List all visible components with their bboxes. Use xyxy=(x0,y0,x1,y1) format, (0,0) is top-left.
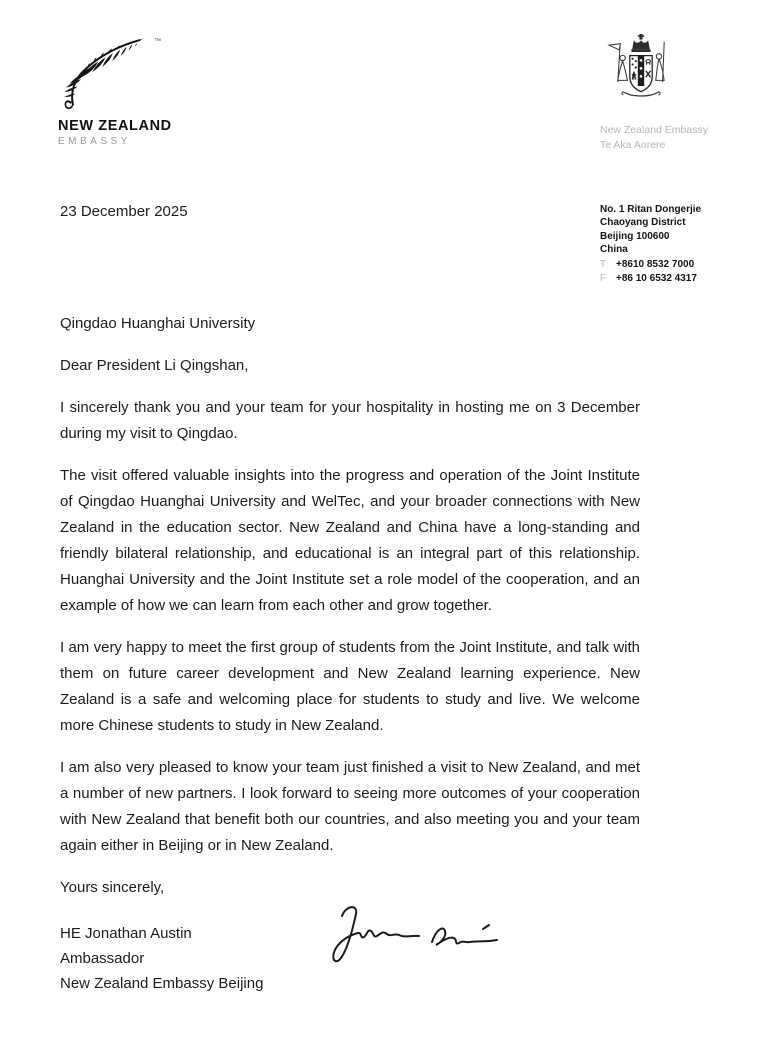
paragraph-4: I am also very pleased to know your team just finished a visit to New Zealand, and met a number of new partners. I look forward to seeing more outcomes of your cooperation with New Zealand that benefit both our countries, and also meeting you and your team again either in Beijing or in New Zealand. xyxy=(60,759,640,854)
embassy-logo xyxy=(58,36,228,147)
recipient: Qingdao Huanghai University xyxy=(60,315,256,332)
closing: Yours sincerely, xyxy=(60,879,165,896)
silver-fern-icon xyxy=(58,36,161,114)
handwritten-signature-image xyxy=(320,900,505,980)
brand-subtitle: EMBASSY xyxy=(58,136,131,147)
address-line: No. 1 Ritan Dongerjie xyxy=(600,204,702,215)
letter-date: 23 December 2025 xyxy=(60,203,188,220)
address-line: Beijing 100600 xyxy=(600,230,670,242)
crest-block xyxy=(600,34,740,153)
brand-name: NEW ZEALAND xyxy=(58,118,172,134)
signature-title: Ambassador xyxy=(60,950,145,967)
fax-label: F xyxy=(600,273,607,284)
address-line: China xyxy=(600,244,628,256)
phone-number: +8610 8532 7000 xyxy=(616,259,695,270)
letter-body xyxy=(60,295,640,996)
fax-line xyxy=(600,272,697,286)
address-line: Chaoyang District xyxy=(600,217,686,229)
trademark-symbol: ™ xyxy=(154,38,161,45)
paragraph-1: I sincerely thank you and your team for your hospitality in hosting me on 3 December during my visit to Qingdao. xyxy=(60,399,640,442)
fax-number: +86 10 6532 4317 xyxy=(616,273,697,284)
address-block xyxy=(600,203,701,257)
salutation: Dear President Li Qingshan, xyxy=(60,357,249,374)
phone-line xyxy=(600,258,697,272)
contact-block xyxy=(600,258,697,286)
phone-label: T xyxy=(600,259,607,270)
crest-caption-line1: New Zealand Embassy xyxy=(600,124,708,136)
nz-coat-of-arms-icon xyxy=(600,34,740,114)
crest-caption xyxy=(600,123,740,153)
crest-caption-line2: Te Aka Aorere xyxy=(600,139,666,152)
paragraph-3: I am very happy to meet the first group of students from the Joint Institute, and talk with them on future career development and New Zealand learning experience. New Zealand is a safe and welcoming place for students to study and live. We welcome more Chinese students to study in New Zealand. xyxy=(60,639,640,734)
signature-name: HE Jonathan Austin xyxy=(60,925,192,942)
signature-org: New Zealand Embassy Beijing xyxy=(60,975,264,992)
paragraph-2: The visit offered valuable insights into the progress and operation of the Joint Institute of Qingdao Huanghai University and WelTec, and your broader connections with New Zealand in the education sector. New Zealand and China have a long-standing and friendly bilateral relationship, and educational is an integral part of this relationship. Huanghai University and the Joint Institute set a role model of the cooperation, and an example of how we can learn from each other and grow together. xyxy=(60,467,640,614)
